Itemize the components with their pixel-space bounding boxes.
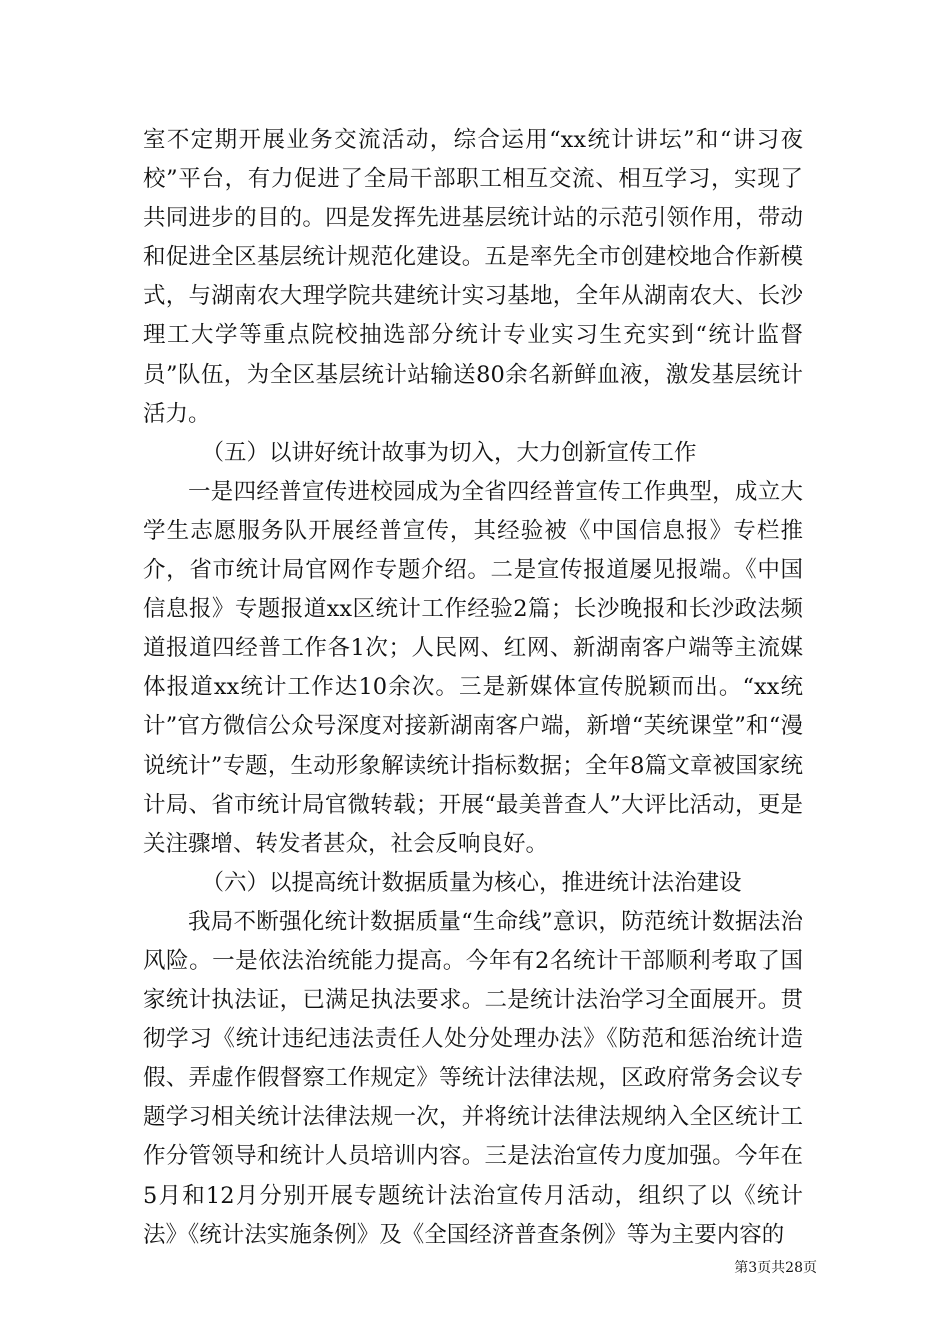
paragraph-legal: 我局不断强化统计数据质量“生命线”意识，防范统计数据法治风险。一是依法治统能力提高。今年有2名统计干部顺利考取了国家统计执法证，已满足执法要求。二是统计法治学习全面展开。贯彻学习《统计违纪违法责任人处分处理办法》《防范和惩治统计造假、弄虚作假督察工作规定》等统计法律法规，区政府常务会议专题学习相关统计法律法规一次，并将统计法律法规纳入全区统计工作分管领导和统计人员培训内容。三是法治宣传力度加强。今年在5月和12月分别开展专题统计法治宣传月活动，组织了以《统计法》《统计法实施条例》及《全国经济普查条例》等为主要内容的 — [143, 908, 803, 1248]
document-body — [143, 121, 803, 1255]
paragraph-continued: 室不定期开展业务交流活动，综合运用“xx统计讲坛”和“讲习夜校”平台，有力促进了全局干部职工相互交流、相互学习，实现了共同进步的目的。四是发挥先进基层统计站的示范引领作用，带动和促进全区基层统计规范化建设。五是率先全市创建校地合作新模式，与湖南农大理学院共建统计实习基地，全年从湖南农大、长沙理工大学等重点院校抽选部分统计专业实习生充实到“统计监督员”队伍，为全区基层统计站输送80余名新鲜血液，激发基层统计活力。 — [143, 127, 803, 427]
paragraph-publicity: 一是四经普宣传进校园成为全省四经普宣传工作典型，成立大学生志愿服务队开展经普宣传，其经验被《中国信息报》专栏推介，省市统计局官网作专题介绍。二是宣传报道屡见报端。《中国信息报》专题报道xx区统计工作经验2篇；长沙晚报和长沙政法频道报道四经普工作各1次；人民网、红网、新湖南客户端等主流媒体报道xx统计工作达10余次。三是新媒体宣传脱颖而出。“xx统计”官方微信公众号深度对接新湖南客户端，新增“芙统课堂”和“漫说统计”专题，生动形象解读统计指标数据；全年8篇文章被国家统计局、省市统计局官微转载；开展“最美普查人”大评比活动，更是关注骤增、转发者甚众，社会反响良好。 — [143, 478, 803, 857]
section-heading-six: （六）以提高统计数据质量为核心，推进统计法治建设 — [201, 869, 742, 896]
section-heading-five: （五）以讲好统计故事为切入，大力创新宣传工作 — [201, 439, 697, 466]
page-number-footer: 第3页共28页 — [734, 1260, 817, 1276]
